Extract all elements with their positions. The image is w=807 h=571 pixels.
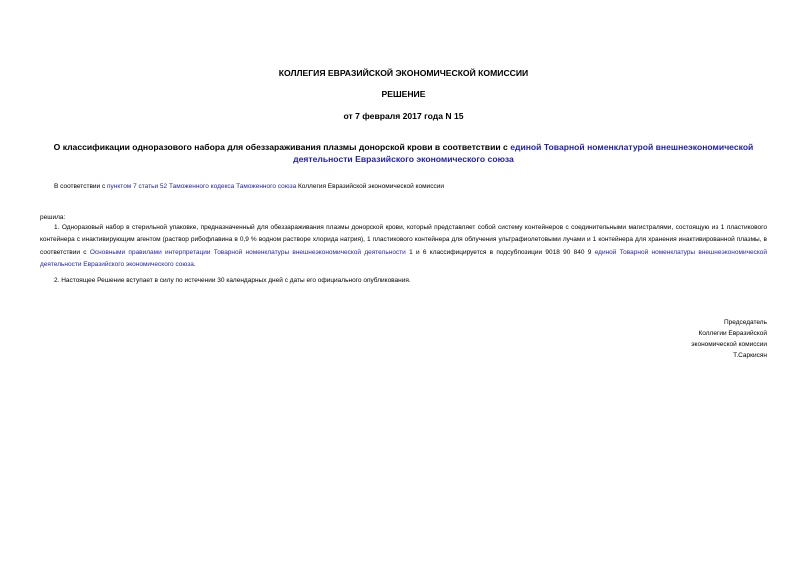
title-text: О классификации одноразового набора для обеззараживания плазмы донорской крови в соответствии с	[53, 142, 511, 152]
intro-link-customs-code[interactable]: пунктом 7 статьи 52 Таможенного кодекса Таможенного союза	[107, 183, 297, 190]
p1-text-b: 1 и 6 классифицируется в подсубпозиции 9018 90 840 9	[405, 248, 595, 256]
doc-type-heading: РЕШЕНИЕ	[381, 89, 426, 99]
paragraph-2: 2. Настоящее Решение вступает в силу по истечении 30 календарных дней с даты его официального опубликования.	[54, 277, 411, 284]
document-title	[40, 141, 767, 165]
intro-paragraph	[40, 181, 767, 193]
signature-line-2: Коллегии Евразийской	[698, 330, 767, 337]
p1-link-tn-ved[interactable]: единой Товарной номенклатуры внешнеэкономической деятельности Евразийского экономического союза	[40, 248, 768, 268]
decided-label: решила:	[40, 214, 66, 221]
date-number-heading: от 7 февраля 2017 года N 15	[343, 111, 464, 121]
org-heading: КОЛЛЕГИЯ ЕВРАЗИЙСКОЙ ЭКОНОМИЧЕСКОЙ КОМИССИИ	[278, 68, 529, 78]
intro-text-after: Коллегия Евразийской экономической комиссии	[296, 183, 444, 190]
p1-text-c: .	[193, 260, 196, 268]
signature-line-1: Председатель	[723, 319, 767, 326]
intro-text-before: В соответствии с	[54, 183, 108, 190]
signature-name: Т.Саркисян	[733, 352, 767, 359]
p1-link-interpretation-rules[interactable]: Основными правилами интерпретации Товарной номенклатуры внешнеэкономической деятельности	[89, 248, 406, 256]
signature-line-3: экономической комиссии	[691, 341, 767, 348]
title-link-tn-ved[interactable]: единой Товарной номенклатурой внешнеэкономической деятельности Евразийского экономического союза	[293, 142, 754, 164]
paragraph-1	[40, 222, 767, 271]
p1-text-a: 1. Одноразовый набор в стерильной упаковке, предназначенный для обеззараживания плазмы донорской крови, который представляет собой систему контейнеров с соединительными магистралями, состоящую из 1 пластикового контейнера с инактивирующим агентом (раствор рибофлавина в 0,9 % водном растворе хлорида натрия), 1 пластикового контейнера для облучения ультрафиолетовыми лучами и 1 контейнера для хранения инактивированной плазмы, в соответствии с	[40, 224, 767, 256]
signature-block	[547, 317, 767, 361]
